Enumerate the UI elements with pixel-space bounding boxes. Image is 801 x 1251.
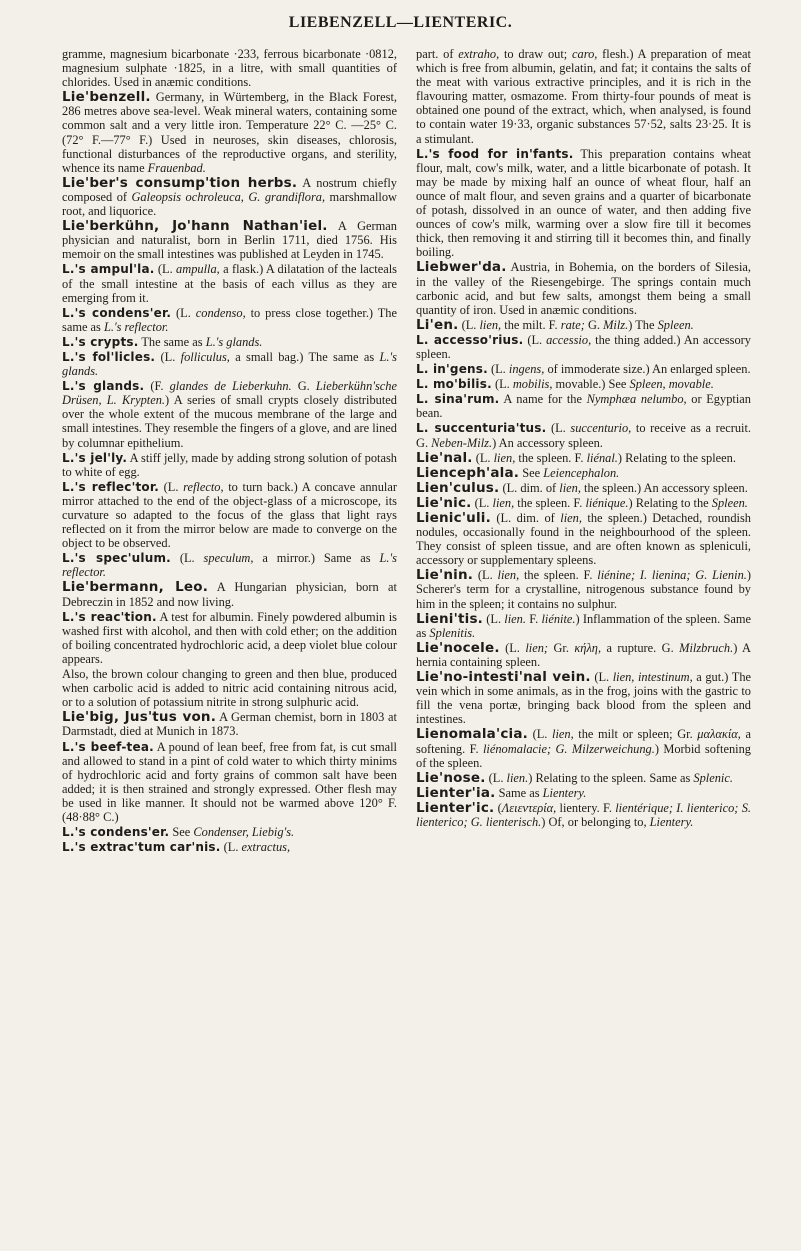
headword: Li'en. [416,316,459,333]
italic-text: reflecto, [183,479,224,494]
italic-text: caro, [572,47,598,61]
italic-text: lien. [504,611,526,626]
dictionary-entry [62,480,397,550]
definition-text: the milt. F. [501,317,561,332]
definition-text: F. [525,611,542,626]
entry-continuation [62,47,397,89]
definition-text: (L. [220,840,242,855]
definition-text: to draw out; [499,47,573,61]
headword: Lie'ber's consump'tion herbs. [62,174,298,191]
italic-text: lien; [525,640,549,655]
sub-headword: L.'s condens'er. [62,305,172,320]
definition-text: the thing added.) An accessory spleen. [416,332,751,361]
headword: Lie'no-intesti'nal vein. [416,669,591,686]
definition-text: ) Relating to the spleen. [617,450,736,465]
definition-text: (L. [483,611,505,626]
definition-text: gramme, magnesium bicarbonate ·233, ferrous bicarbonate ·0812, magnesium sulphate ·1825, in a litre, with small quantities of chlorides. Used in anæmic conditions. [62,47,397,90]
italic-text: extractus, [241,840,291,855]
dictionary-entry [416,421,751,449]
italic-text: liénite. [541,611,576,626]
dictionary-entry [416,392,751,420]
definition-text: Germany, in Würtemberg, in the Black Forest, 286 metres above sea-level. Weak mineral waters, containing some common salt and a very little iron. Temperature 22° C. —25° C. (72° F.—77° F.) Used in neuroses, skin diseases, chlorosis, functional disturbances of the reproductive organs, and sterility, whence its name [62,90,397,175]
definition-text: ) The [628,317,658,332]
italic-text: extraho, [458,47,500,61]
definition-text: (L. [170,551,204,566]
italic-text: lien, [492,495,515,510]
headword: Lie'nocele. [416,639,500,656]
italic-text: speculum, [203,551,254,566]
definition-text: (L. [471,495,493,510]
definition-text: (L. dim. of [499,480,560,495]
definition-text: A German chemist, born in 1803 at Darmstadt, died at Munich in 1873. [62,710,397,739]
dictionary-entry [62,740,397,825]
italic-text: L.'s glands. [205,334,263,349]
italic-text: folliculus, [180,349,230,364]
italic-text: Spleen. [711,495,748,510]
dictionary-entry [62,306,397,334]
italic-text: accessio, [546,332,592,347]
definition-text: (L. dim. of [490,511,561,525]
definition-text: ) An accessory spleen. [492,435,603,450]
italic-text: condenso, [195,305,246,320]
dictionary-entry [416,786,751,800]
dictionary-entry [416,333,751,361]
italic-text: Splenic. [693,770,733,785]
definition-text: ) Relating to the [628,495,712,510]
dictionary-entry [62,451,397,479]
dictionary-entry [416,318,751,332]
definition-text: See [169,825,194,840]
dictionary-entry [62,350,397,378]
definition-text: movable.) See [552,377,630,392]
dictionary-entry [62,825,397,839]
sub-headword: L.'s jel'ly. [62,450,128,465]
definition-text: lientery. F. [556,800,616,815]
dictionary-entry [62,90,397,175]
definition-text: A name for the [499,392,587,407]
definition-text: or Egyptian bean. [416,392,751,421]
running-header: LIEBENZELL—LIENTERIC. [288,14,513,31]
dictionary-entry [416,377,751,391]
definition-text: (L. [546,421,571,436]
definition-text: (L. [499,640,526,655]
definition-text: This preparation contains wheat flour, malt, cow's milk, water, and a little bicarbonate of potash. It may be made by mixing half an ounce of wheat flour, half an ounce of malt flour, and seven grains and a quarter of bicarbonate of potash, dissolved in an ounce of water, and then adding five ounces of cow's milk, warming over a slow fire till it becomes thick, then removing it and stirring till it becomes thin, and finally boiling. [416,146,751,260]
italic-text: lien, [552,727,574,742]
definition-text: ) Of, or belonging to, [541,814,650,829]
headword: Lienomala'cia. [416,726,528,743]
dictionary-entry [416,496,751,510]
definition-text: (L. [159,479,184,494]
definition-text: (L. [155,349,181,364]
definition-text: (L. [458,317,480,332]
definition-text: See [519,465,544,480]
headword: Lie'big, Jus'tus von. [62,709,217,726]
definition-text: to receive as a recruit. G. [416,421,751,450]
italic-text: Condenser, Liebig's. [193,825,295,840]
definition-text: A German physician and naturalist, born in Berlin 1711, died 1756. His memoir on the small intestines was published at Leyden in 1745. [62,219,397,262]
dictionary-entry [62,176,397,218]
italic-text: κήλη, [574,640,602,655]
definition-text: The same as [138,334,206,349]
italic-text: L.'s glands. [62,349,397,379]
definition-text: part. of [416,47,459,61]
headword: Lie'berkühn, Jo'hann Nathan'iel. [62,218,328,235]
left-column [62,47,397,1242]
definition-text: marshmallow root, and liquorice. [62,189,397,219]
sub-headword: L.'s food for in'fants. [416,146,574,161]
definition-text: ) Relating to the spleen. Same as [528,770,694,785]
definition-text: ) Inflammation of the spleen. Same as [416,611,751,640]
dictionary-entry [416,481,751,495]
definition-text: G. [584,317,604,332]
definition-text: Gr. [548,640,575,655]
definition-text: the spleen.) An accessory spleen. [580,480,748,495]
dictionary-entry [62,379,397,449]
definition-text: to press close together.) The same as [62,305,397,334]
dictionary-entry [416,801,751,829]
headword: Lie'nic. [416,494,472,511]
italic-text: lientérique; I. lienterico; S. lienterico; G. lienterisch. [416,800,751,829]
dictionary-entry [62,710,397,738]
sub-headword: L.'s crypts. [62,334,139,349]
definition-text: the spleen. F. [514,495,586,510]
definition-text: ) Morbid softening of the spleen. [416,741,751,770]
definition-text: (F. [144,379,170,394]
entry-continuation [62,667,397,709]
sub-headword: L. sina'rum. [416,392,500,407]
italic-text: liénal. [586,450,618,465]
italic-text: ampulla, [176,262,220,277]
sub-headword: L. succenturia'tus. [416,421,547,436]
italic-text: liénique. [585,495,629,510]
italic-text: Lientery. [542,785,587,800]
sub-headword: L.'s beef-tea. [62,739,154,754]
definition-text: a gut.) The vein which in some animals, as in the frog, joins with the gastric to fill the vena portæ, bringing back blood from the spleen and intestines. [416,670,751,727]
italic-text: Milz. [603,317,629,332]
definition-text: A pound of lean beef, free from fat, is cut small and allowed to stand in a pint of cold water to which thirty minims of hydrochloric acid and forty grains of common salt have been added; it is then strained and strongly expressed. Other flesh may be used in like manner. It should not be warmed above 120° F. (48·88° C.) [62,739,397,824]
italic-text: Lieberkühn'sche Drüsen, L. Krypten. [62,379,397,408]
italic-text: mobilis, [512,377,553,392]
italic-text: L.'s reflector. [62,551,397,580]
italic-text: liénine; I. lienina; G. Lienin. [597,568,747,583]
dictionary-entry [62,262,397,304]
definition-text: the milt or spleen; Gr. [573,727,698,742]
italic-text: lien, [479,317,502,332]
headword: Lie'nal. [416,449,473,466]
dictionary-entry [416,147,751,260]
dictionary-entry [416,771,751,785]
definition-text: (L. [171,305,196,320]
italic-text: Neben-Milz. [431,435,493,450]
italic-text: lien. [506,770,529,785]
dictionary-entry [62,610,397,666]
definition-text: (L. [590,670,613,685]
sub-headword: L.'s glands. [62,379,145,394]
sub-headword: L.'s fol'licles. [62,349,156,364]
definition-text: the spleen. F. [515,450,587,465]
sub-headword: L.'s extrac'tum car'nis. [62,840,221,855]
definition-text: (L. [491,377,513,392]
definition-text: Also, the brown colour changing to green and then blue, produced when carbolic acid is added to nitric acid containing nitrous acid, or to a solution of potassium nitrite in strong sulphuric acid. [62,667,397,710]
headword: Lie'benzell. [62,89,151,106]
dictionary-entry [62,580,397,608]
sub-headword: L.'s reac'tion. [62,609,157,624]
dictionary-entry [416,612,751,640]
headword: Lienter'ic. [416,799,495,816]
headword: Lien'culus. [416,479,500,496]
italic-text: lien, [559,480,581,495]
definition-text: (L. [528,727,552,742]
headword: Lieni'tis. [416,610,484,627]
dictionary-entry [416,641,751,669]
headword: Lie'bermann, Leo. [62,579,209,596]
italic-text: Nymphæa nelumbo, [586,392,687,407]
dictionary-entry [62,840,397,854]
italic-text: Splenitis. [429,625,476,640]
definition-text: a mirror.) Same as [253,551,380,566]
dictionary-entry [416,727,751,769]
headword: Lienter'ia. [416,784,496,801]
definition-text: ) A series of small crypts closely distributed over the whole extent of the mucous membrane of the large and small intestines. They resemble the fingers of a glove, and are lined by columnar epithelium. [62,393,397,450]
italic-text: glandes de Lieberkuhn. [169,379,292,394]
right-column [416,47,751,1242]
headword: Liebwer'da. [416,259,507,276]
italic-text: lien, [560,511,582,525]
italic-text: ingens, [508,362,545,377]
definition-text: ( [494,800,502,815]
italic-text: lien, intestinum, [612,670,693,685]
definition-text: Same as [495,785,543,800]
dictionary-entry [62,551,397,579]
headword: Lie'nose. [416,769,486,786]
sub-headword: L. in'gens. [416,362,488,377]
italic-text: rate; [560,317,585,332]
definition-text: of immoderate size.) An enlarged spleen. [544,362,751,377]
definition-text: flesh.) A preparation of meat which is free from albumin, gelatin, and fat; it contains the salts of the meat with various extractive principles, and it is rich in the flavouring matter, osmazome. From thirty-four pounds of meat is obtained one pound of the extract, which, when analysed, is found to contain water 19·33, organic substances 57·52, salts 23·25. It is a stimulant. [416,47,751,146]
entry-continuation [416,47,751,146]
sub-headword: L.'s reflec'tor. [62,479,160,494]
dictionary-entry [62,335,397,349]
dictionary-entry [62,219,397,261]
definition-text: ) Scherer's term for a crystalline, nitrogenous substance found by him in the spleen; it contains no sulphur. [416,568,751,611]
italic-text: L.'s reflector. [103,319,169,334]
dictionary-entry [416,451,751,465]
definition-text: (L. [472,450,494,465]
definition-text: the spleen. F. [519,568,598,583]
italic-text: Λειεντερία, [501,800,557,815]
definition-text: (L. [487,362,509,377]
definition-text: (L. [154,262,177,277]
italic-text: Leiencephalon. [543,465,620,480]
italic-text: lien, [497,568,520,583]
definition-text: A Hungarian physician, born at Debreczin in 1852 and now living. [62,580,397,609]
headword: Lienic'uli. [416,510,491,526]
dictionary-entry [416,260,751,316]
definition-text: (L. [485,770,507,785]
headword: Lie'nin. [416,567,474,584]
italic-text: Lientery. [649,814,694,829]
definition-text: ) A hernia containing spleen. [416,640,751,669]
italic-text: Milzbruch. [679,640,734,655]
italic-text: Frauenbad. [147,160,206,175]
sub-headword: L. accesso'rius. [416,332,524,347]
italic-text: μαλακία, [697,727,741,742]
italic-text: Spleen. [657,317,694,332]
sub-headword: L.'s ampul'la. [62,262,155,277]
definition-text: G. [291,379,316,394]
italic-text: Spleen, movable. [629,377,714,392]
dictionary-entry [416,670,751,726]
definition-text: a softening. F. [416,727,751,756]
headword: Lienceph'ala. [416,464,520,481]
definition-text: (L. [473,568,498,583]
definition-text: the spleen.) Detached, roundish nodules, occasionally found in the neighbourhood of the spleen. They consist of spleen tissue, and are often known as spleniculi, accessory or supplementary spleens. [416,511,751,568]
dictionary-entry [416,511,751,567]
definition-text: a flask.) A dilatation of the lacteals of the small intestine at the basis of each villus as they are emerging from it. [62,262,397,305]
italic-text: lien, [493,450,516,465]
dictionary-entry [416,362,751,376]
definition-text: to turn back.) A concave annular mirror attached to the end of the object-glass of a microscope, its curvature so adapted to the focus of the glass that light rays reflected on it from the mirror below are made to converge on the object to be observed. [62,479,397,551]
definition-text: A nostrum chiefly composed of [62,175,397,204]
italic-text: liénomalacie; G. Milzerweichung. [482,741,655,756]
sub-headword: L. mo'bilis. [416,377,492,392]
italic-text: succenturio, [570,421,632,436]
dictionary-entry [416,568,751,610]
sub-headword: L.'s condens'er. [62,825,170,840]
definition-text: (L. [523,332,547,347]
definition-text: a small bag.) The same as [229,349,380,364]
definition-text: a rupture. G. [601,640,680,655]
sub-headword: L.'s spec'ulum. [62,551,171,566]
dictionary-entry [416,466,751,480]
definition-text: A stiff jelly, made by adding strong solution of potash to white of egg. [62,450,397,479]
definition-text: A test for albumin. Finely powdered albumin is washed first with alcohol, and then with cold ether; on the addition of boiling concentrated hydrochloric acid, a deep violet blue colour appears. [62,609,397,666]
italic-text: Galeopsis ochroleuca, G. grandiflora, [131,189,326,204]
definition-text: Austria, in Bohemia, on the borders of Silesia, in the valley of the Riesengebirge. The springs contain much carbonic acid, and but few salts, amongst them being a small quantity of iron. Used in anæmic conditions. [416,260,751,317]
